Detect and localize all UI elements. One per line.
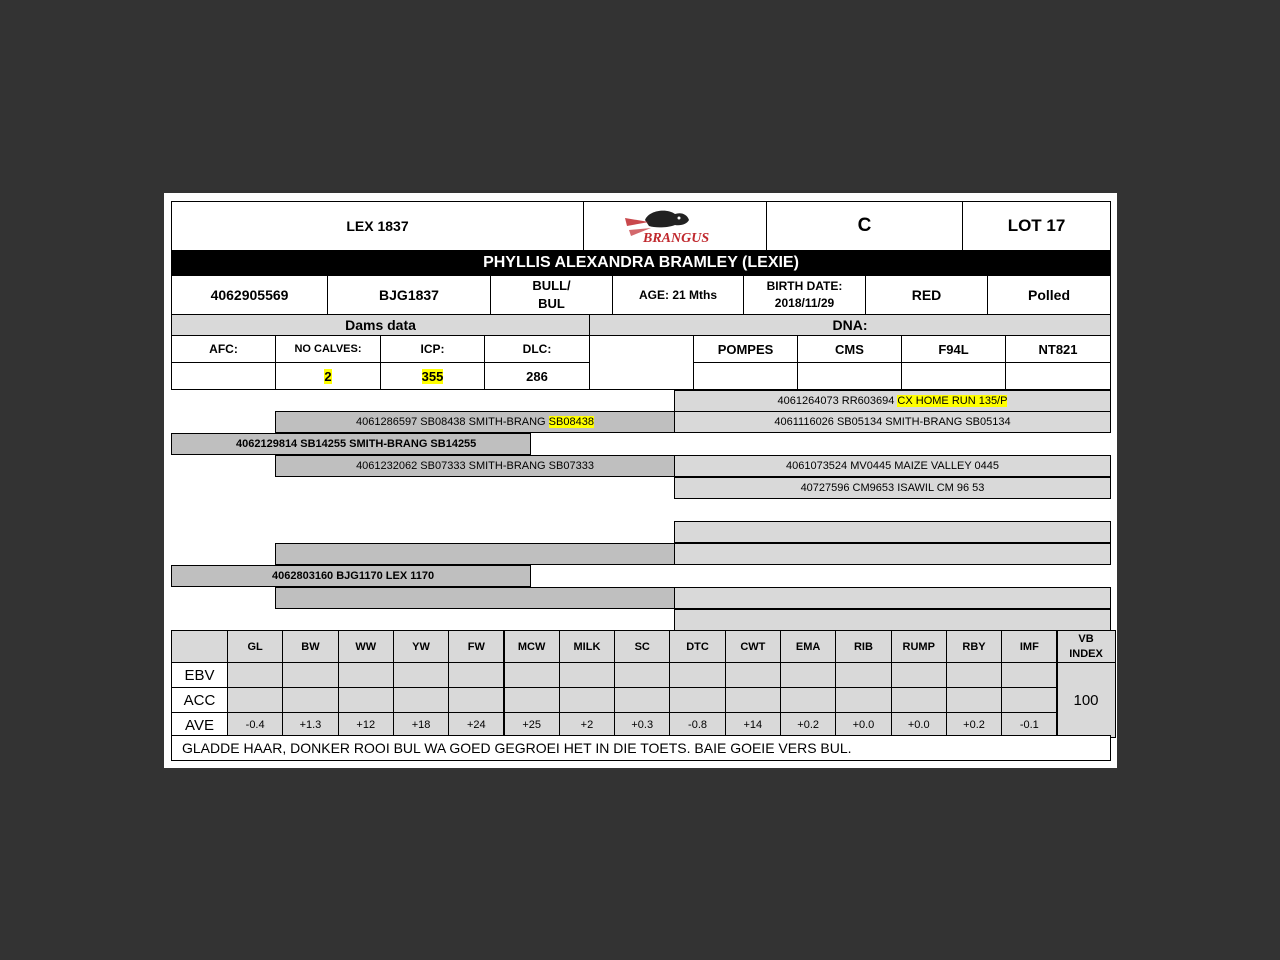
lot-number: LOT 17 xyxy=(962,201,1111,251)
vb-index-label-2: INDEX xyxy=(1069,647,1103,660)
animal-card xyxy=(164,193,1117,768)
ebv-cell xyxy=(338,662,394,688)
ebv-cell xyxy=(614,687,670,713)
no-calves-highlight: 2 xyxy=(324,368,332,384)
birth-date-label: BIRTH DATE: xyxy=(766,279,843,293)
dlc-label: DLC: xyxy=(484,335,590,363)
dlc-value: 286 xyxy=(484,362,590,390)
pedigree-sire-name: SB08438 xyxy=(548,416,594,428)
dna-val-3 xyxy=(901,362,1006,390)
ebv-cell xyxy=(282,687,338,713)
ebv-header: GL xyxy=(227,630,283,663)
pedigree-dam-sire-sire: 4061073524 MV0445 MAIZE VALLEY 0445 xyxy=(674,455,1111,477)
ebv-header: RBY xyxy=(946,630,1002,663)
afc-label: AFC: xyxy=(171,335,276,363)
ebv-cell xyxy=(946,662,1002,688)
no-calves-label: NO CALVES: xyxy=(275,335,381,363)
ave-value: -0.8 xyxy=(669,712,725,738)
icp-highlight: 355 xyxy=(421,368,444,384)
ave-value: +0.2 xyxy=(946,712,1002,738)
pedigree-sire-id: 4061286597 SB08438 SMITH-BRANG xyxy=(356,416,546,428)
pedigree-sire-dam: 4061116026 SB05134 SMITH-BRANG SB05134 xyxy=(674,411,1111,433)
ave-value: +14 xyxy=(725,712,781,738)
dna-col-2: CMS xyxy=(797,335,902,363)
dna-title: DNA: xyxy=(589,314,1111,336)
pedigree-empty-1 xyxy=(674,521,1111,543)
ebv-cell xyxy=(669,687,725,713)
ebv-corner xyxy=(171,630,228,663)
afc-value xyxy=(171,362,276,390)
ebv-row-label: EBV xyxy=(171,662,228,688)
ave-value: -0.4 xyxy=(227,712,283,738)
ebv-cell xyxy=(227,687,283,713)
pedigree-sire-sire-name: CX HOME RUN 135/P xyxy=(897,395,1008,407)
ebv-header: DTC xyxy=(669,630,725,663)
animal-code: LEX 1837 xyxy=(171,201,584,251)
ebv-cell xyxy=(725,662,781,688)
ebv-cell xyxy=(946,687,1002,713)
ebv-cell xyxy=(725,687,781,713)
pedigree-sire xyxy=(275,411,675,433)
registration-number: BJG1837 xyxy=(327,275,491,315)
comment: GLADDE HAAR, DONKER ROOI BUL WA GOED GEGROEI HET IN DIE TOETS. BAIE GOEIE VERS BUL. xyxy=(171,735,1111,761)
ebv-cell xyxy=(891,687,947,713)
brangus-logo xyxy=(583,201,767,251)
dna-col-1: POMPES xyxy=(693,335,798,363)
dna-blank xyxy=(589,335,694,390)
ebv-header: SC xyxy=(614,630,670,663)
dna-val-4 xyxy=(1005,362,1111,390)
ebv-header: BW xyxy=(282,630,338,663)
dna-val-2 xyxy=(797,362,902,390)
pedigree-empty-5 xyxy=(674,587,1111,609)
ebv-cell xyxy=(1001,662,1057,688)
ave-value: +0.0 xyxy=(835,712,891,738)
pedigree-dam-sire-dam: 40727596 CM9653 ISAWIL CM 96 53 xyxy=(674,477,1111,499)
ebv-cell xyxy=(504,662,560,688)
ave-value: +24 xyxy=(448,712,504,738)
dna-val-1 xyxy=(693,362,798,390)
ebv-table xyxy=(171,630,1111,736)
horn-status: Polled xyxy=(987,275,1111,315)
pedigree-dam: 4062803160 BJG1170 LEX 1170 xyxy=(171,565,531,587)
ebv-cell xyxy=(393,662,449,688)
pedigree-sire-sire xyxy=(674,390,1111,412)
ebv-cell xyxy=(559,687,615,713)
pedigree-empty-2 xyxy=(275,543,675,565)
pedigree-empty-4 xyxy=(275,587,675,609)
ebv-header: IMF xyxy=(1001,630,1057,663)
ebv-header: CWT xyxy=(725,630,781,663)
bull-logo-icon xyxy=(615,206,735,246)
ebv-cell xyxy=(393,687,449,713)
ebv-cell xyxy=(338,687,394,713)
colour: RED xyxy=(865,275,988,315)
icp-value xyxy=(380,362,485,390)
ebv-header: RUMP xyxy=(891,630,947,663)
pedigree-grandsire: 4062129814 SB14255 SMITH-BRANG SB14255 xyxy=(171,433,531,455)
sex xyxy=(490,275,613,315)
ebv-header: WW xyxy=(338,630,394,663)
ebv-cell xyxy=(669,662,725,688)
ebv-cell xyxy=(227,662,283,688)
vb-index-header xyxy=(1057,630,1116,663)
sex-line-1: BULL/ xyxy=(532,278,571,293)
ave-value: +2 xyxy=(559,712,615,738)
dna-col-3: F94L xyxy=(901,335,1006,363)
ebv-cell xyxy=(835,687,891,713)
dna-col-4: NT821 xyxy=(1005,335,1111,363)
grade: C xyxy=(766,201,963,251)
pedigree-empty-3 xyxy=(674,543,1111,565)
dams-data-title: Dams data xyxy=(171,314,590,336)
ebv-row-label: AVE xyxy=(171,712,228,738)
ave-value: +0.3 xyxy=(614,712,670,738)
ave-value: +25 xyxy=(504,712,560,738)
ebv-header: EMA xyxy=(780,630,836,663)
ebv-cell xyxy=(614,662,670,688)
pedigree-dam-sire-parent: 4061232062 SB07333 SMITH-BRANG SB07333 xyxy=(275,455,675,477)
animal-id: 4062905569 xyxy=(171,275,328,315)
svg-text:BRANGUS: BRANGUS xyxy=(643,231,710,246)
ave-value: +12 xyxy=(338,712,394,738)
pedigree-empty-6 xyxy=(674,609,1111,631)
birth-date-value: 2018/11/29 xyxy=(774,296,835,310)
ebv-header: FW xyxy=(448,630,504,663)
no-calves-value xyxy=(275,362,381,390)
ebv-cell xyxy=(504,687,560,713)
ebv-cell xyxy=(835,662,891,688)
ebv-header: MCW xyxy=(504,630,560,663)
ebv-cell xyxy=(780,662,836,688)
ebv-cell xyxy=(559,662,615,688)
ebv-cell xyxy=(448,687,504,713)
ebv-cell xyxy=(780,687,836,713)
age: AGE: 21 Mths xyxy=(612,275,744,315)
ebv-header: RIB xyxy=(835,630,891,663)
pedigree-sire-sire-id: 4061264073 RR603694 xyxy=(777,395,895,407)
icp-label: ICP: xyxy=(380,335,485,363)
birth-date xyxy=(743,275,866,315)
vb-index-label-1: VB xyxy=(1078,632,1094,645)
vb-index-value: 100 xyxy=(1057,662,1116,738)
ebv-cell xyxy=(891,662,947,688)
ave-value: -0.1 xyxy=(1001,712,1057,738)
ebv-cell xyxy=(448,662,504,688)
ave-value: +1.3 xyxy=(282,712,338,738)
ebv-cell xyxy=(282,662,338,688)
animal-name: PHYLLIS ALEXANDRA BRAMLEY (LEXIE) xyxy=(171,250,1111,276)
ave-value: +0.2 xyxy=(780,712,836,738)
ebv-row-label: ACC xyxy=(171,687,228,713)
ave-value: +18 xyxy=(393,712,449,738)
ebv-cell xyxy=(1001,687,1057,713)
ave-value: +0.0 xyxy=(891,712,947,738)
ebv-header: MILK xyxy=(559,630,615,663)
sex-line-2: BUL xyxy=(538,296,565,311)
ebv-header: YW xyxy=(393,630,449,663)
